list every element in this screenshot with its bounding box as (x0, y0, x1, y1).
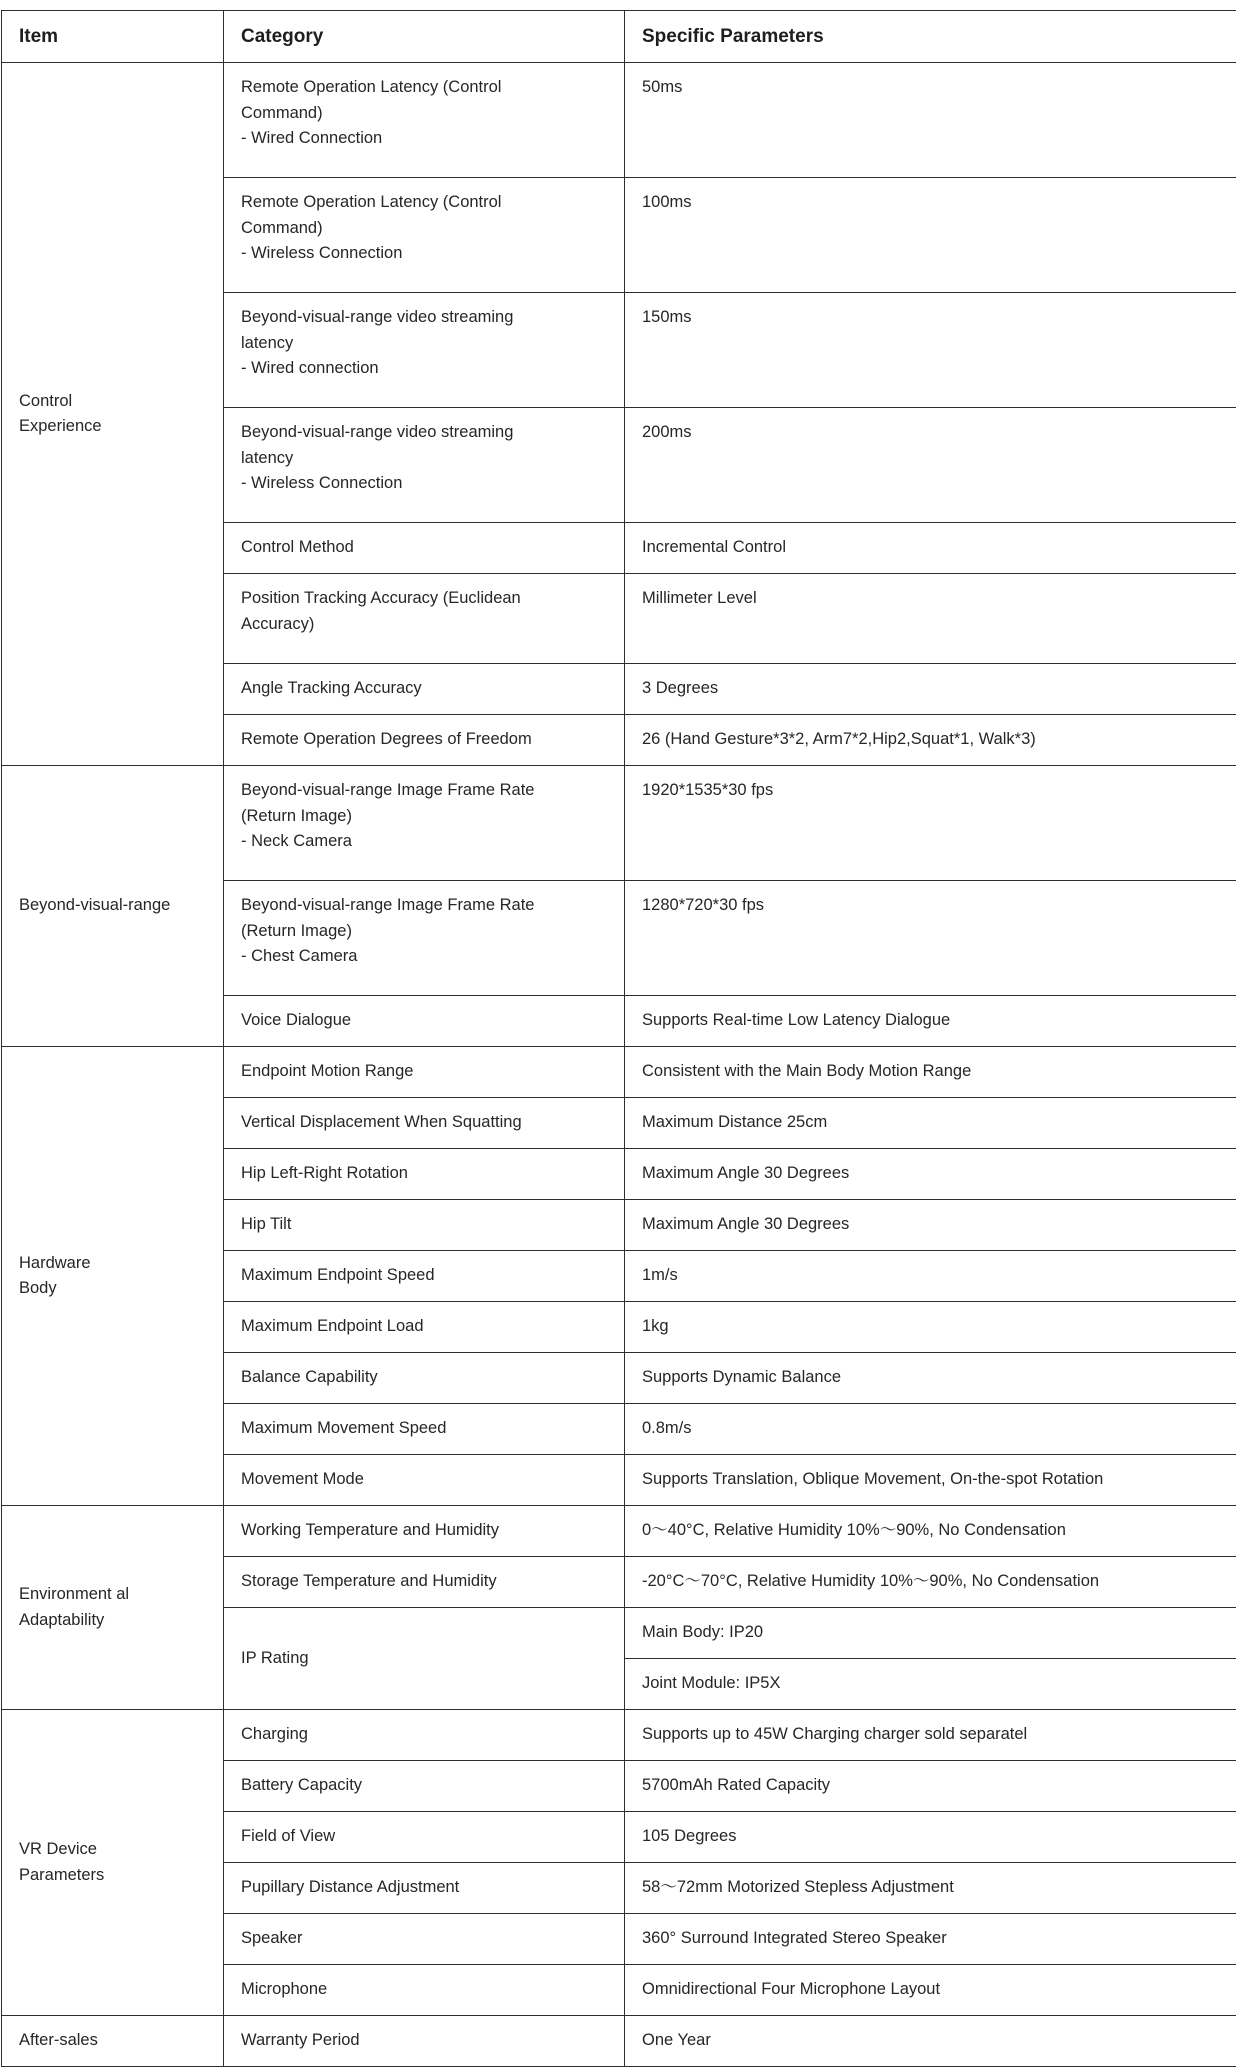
parameter-value: Omnidirectional Four Microphone Layout (642, 1977, 1227, 2003)
parameter-value: Consistent with the Main Body Motion Range (642, 1059, 1227, 1085)
parameter-cell (625, 2016, 1236, 2067)
category-line: Endpoint Motion Range (241, 1059, 610, 1085)
category-cell (224, 293, 625, 408)
parameter-cell (625, 1761, 1236, 1812)
category-line: Pupillary Distance Adjustment (241, 1875, 610, 1901)
parameter-value: Supports Dynamic Balance (642, 1365, 1227, 1391)
category-line: - Wired Connection (241, 126, 610, 152)
item-cell (2, 63, 224, 766)
category-line: Beyond-visual-range Image Frame Rate (241, 893, 610, 919)
parameter-cell (625, 1404, 1236, 1455)
category-cell (224, 1914, 625, 1965)
category-line: Storage Temperature and Humidity (241, 1569, 610, 1595)
parameter-value: Incremental Control (642, 535, 1227, 561)
parameter-cell (625, 996, 1236, 1047)
header-item: Item (2, 11, 224, 63)
category-cell (224, 1302, 625, 1353)
parameter-cell (625, 1098, 1236, 1149)
category-line: latency (241, 446, 610, 472)
parameter-value: Maximum Angle 30 Degrees (642, 1161, 1227, 1187)
parameter-cell (625, 1200, 1236, 1251)
category-cell (224, 881, 625, 996)
category-cell (224, 664, 625, 715)
parameter-cell (625, 1557, 1236, 1608)
parameter-value: 1920*1535*30 fps (642, 778, 1227, 804)
category-cell (224, 996, 625, 1047)
parameter-cell (625, 1914, 1236, 1965)
parameter-cell (625, 1608, 1236, 1659)
parameter-cell (625, 1659, 1236, 1710)
category-line: Microphone (241, 1977, 610, 2003)
category-line: Charging (241, 1722, 610, 1748)
header-category: Category (224, 11, 625, 63)
category-cell (224, 408, 625, 523)
category-line: Hip Tilt (241, 1212, 610, 1238)
item-line: Adaptability (19, 1608, 209, 1634)
category-cell (224, 1761, 625, 1812)
category-cell (224, 1251, 625, 1302)
item-cell (2, 1047, 224, 1506)
item-line: Control (19, 389, 209, 415)
parameter-cell (625, 178, 1236, 293)
parameter-value: 1kg (642, 1314, 1227, 1340)
parameter-cell (625, 1149, 1236, 1200)
category-cell (224, 1404, 625, 1455)
header-specific-parameters: Specific Parameters (625, 11, 1236, 63)
parameter-cell (625, 523, 1236, 574)
category-line: Field of View (241, 1824, 610, 1850)
parameter-cell (625, 1455, 1236, 1506)
table-row (2, 63, 1236, 178)
category-line: Control Method (241, 535, 610, 561)
category-line: - Chest Camera (241, 944, 610, 970)
category-line: Maximum Endpoint Load (241, 1314, 610, 1340)
parameter-value: Supports up to 45W Charging charger sold separatel (642, 1722, 1227, 1748)
parameter-cell (625, 1353, 1236, 1404)
parameter-value: 0～40°C, Relative Humidity 10%～90%, No Condensation (642, 1518, 1227, 1544)
category-line: Accuracy) (241, 612, 610, 638)
item-line: VR Device (19, 1837, 209, 1863)
parameter-value: 150ms (642, 305, 1227, 331)
parameter-value: Millimeter Level (642, 586, 1227, 612)
table-row (2, 1710, 1236, 1761)
parameter-value: 58～72mm Motorized Stepless Adjustment (642, 1875, 1227, 1901)
category-line: Beyond-visual-range video streaming (241, 305, 610, 331)
category-line: - Wired connection (241, 356, 610, 382)
category-cell (224, 1353, 625, 1404)
parameter-value: 100ms (642, 190, 1227, 216)
category-cell (224, 1098, 625, 1149)
parameter-value: One Year (642, 2028, 1227, 2054)
table-row (2, 766, 1236, 881)
category-line: Maximum Movement Speed (241, 1416, 610, 1442)
category-cell (224, 1047, 625, 1098)
parameter-cell (625, 1965, 1236, 2016)
category-line: Vertical Displacement When Squatting (241, 1110, 610, 1136)
parameter-cell (625, 1710, 1236, 1761)
item-line: Environment al (19, 1582, 209, 1608)
parameter-cell (625, 1506, 1236, 1557)
category-line: Maximum Endpoint Speed (241, 1263, 610, 1289)
category-cell (224, 1863, 625, 1914)
item-line: Beyond-visual-range (19, 893, 209, 919)
category-line: Remote Operation Latency (Control (241, 75, 610, 101)
table-body (2, 63, 1236, 2067)
parameter-value: Joint Module: IP5X (642, 1671, 1227, 1697)
category-cell (224, 1455, 625, 1506)
category-line: Hip Left-Right Rotation (241, 1161, 610, 1187)
category-cell (224, 1149, 625, 1200)
item-line: Experience (19, 414, 209, 440)
category-cell (224, 1710, 625, 1761)
parameter-value: 1m/s (642, 1263, 1227, 1289)
category-line: - Neck Camera (241, 829, 610, 855)
category-cell (224, 574, 625, 664)
category-cell (224, 178, 625, 293)
parameter-cell (625, 293, 1236, 408)
parameter-value: Maximum Distance 25cm (642, 1110, 1227, 1136)
category-line: Movement Mode (241, 1467, 610, 1493)
category-line: Beyond-visual-range video streaming (241, 420, 610, 446)
category-line: Working Temperature and Humidity (241, 1518, 610, 1544)
category-line: Angle Tracking Accuracy (241, 676, 610, 702)
item-cell (2, 1506, 224, 1710)
spec-table (1, 10, 1236, 2067)
category-cell (224, 715, 625, 766)
parameter-cell (625, 574, 1236, 664)
category-line: (Return Image) (241, 919, 610, 945)
category-cell (224, 523, 625, 574)
category-cell (224, 1506, 625, 1557)
table-row (2, 1506, 1236, 1557)
category-cell (224, 1965, 625, 2016)
parameter-cell (625, 715, 1236, 766)
parameter-cell (625, 63, 1236, 178)
category-line: Position Tracking Accuracy (Euclidean (241, 586, 610, 612)
item-line: After-sales (19, 2028, 209, 2054)
category-line: Beyond-visual-range Image Frame Rate (241, 778, 610, 804)
category-line: Remote Operation Degrees of Freedom (241, 727, 610, 753)
item-line: Body (19, 1276, 209, 1302)
parameter-value: 0.8m/s (642, 1416, 1227, 1442)
parameter-value: Supports Real-time Low Latency Dialogue (642, 1008, 1227, 1034)
parameter-cell (625, 881, 1236, 996)
parameter-cell (625, 1812, 1236, 1863)
parameter-value: 105 Degrees (642, 1824, 1227, 1850)
parameter-value: 200ms (642, 420, 1227, 446)
parameter-value: Main Body: IP20 (642, 1620, 1227, 1646)
category-cell (224, 2016, 625, 2067)
category-cell (224, 63, 625, 178)
parameter-value: 1280*720*30 fps (642, 893, 1227, 919)
parameter-cell (625, 1863, 1236, 1914)
category-line: Balance Capability (241, 1365, 610, 1391)
category-cell (224, 766, 625, 881)
category-line: latency (241, 331, 610, 357)
category-line: Command) (241, 216, 610, 242)
table-row (2, 2016, 1236, 2067)
category-line: Speaker (241, 1926, 610, 1952)
item-cell (2, 2016, 224, 2067)
category-line: Command) (241, 101, 610, 127)
parameter-cell (625, 664, 1236, 715)
parameter-cell (625, 408, 1236, 523)
item-cell (2, 766, 224, 1047)
table-header-row (2, 11, 1236, 63)
category-line: Warranty Period (241, 2028, 610, 2054)
parameter-value: 26 (Hand Gesture*3*2, Arm7*2,Hip2,Squat*1, Walk*3) (642, 727, 1227, 753)
category-line: IP Rating (241, 1646, 610, 1672)
category-line: (Return Image) (241, 804, 610, 830)
parameter-value: 360° Surround Integrated Stereo Speaker (642, 1926, 1227, 1952)
category-cell (224, 1200, 625, 1251)
parameter-value: Supports Translation, Oblique Movement, On-the-spot Rotation (642, 1467, 1227, 1493)
parameter-value: 5700mAh Rated Capacity (642, 1773, 1227, 1799)
category-cell (224, 1608, 625, 1710)
parameter-value: -20°C～70°C, Relative Humidity 10%～90%, No Condensation (642, 1569, 1227, 1595)
parameter-cell (625, 1047, 1236, 1098)
category-cell (224, 1812, 625, 1863)
category-line: Battery Capacity (241, 1773, 610, 1799)
spec-table-container (1, 10, 1236, 2067)
category-cell (224, 1557, 625, 1608)
category-line: Remote Operation Latency (Control (241, 190, 610, 216)
table-row (2, 1047, 1236, 1098)
category-line: Voice Dialogue (241, 1008, 610, 1034)
category-line: - Wireless Connection (241, 241, 610, 267)
item-line: Hardware (19, 1251, 209, 1277)
parameter-cell (625, 766, 1236, 881)
item-line: Parameters (19, 1863, 209, 1889)
category-line: - Wireless Connection (241, 471, 610, 497)
parameter-value: 3 Degrees (642, 676, 1227, 702)
parameter-value: Maximum Angle 30 Degrees (642, 1212, 1227, 1238)
parameter-cell (625, 1302, 1236, 1353)
parameter-value: 50ms (642, 75, 1227, 101)
parameter-cell (625, 1251, 1236, 1302)
